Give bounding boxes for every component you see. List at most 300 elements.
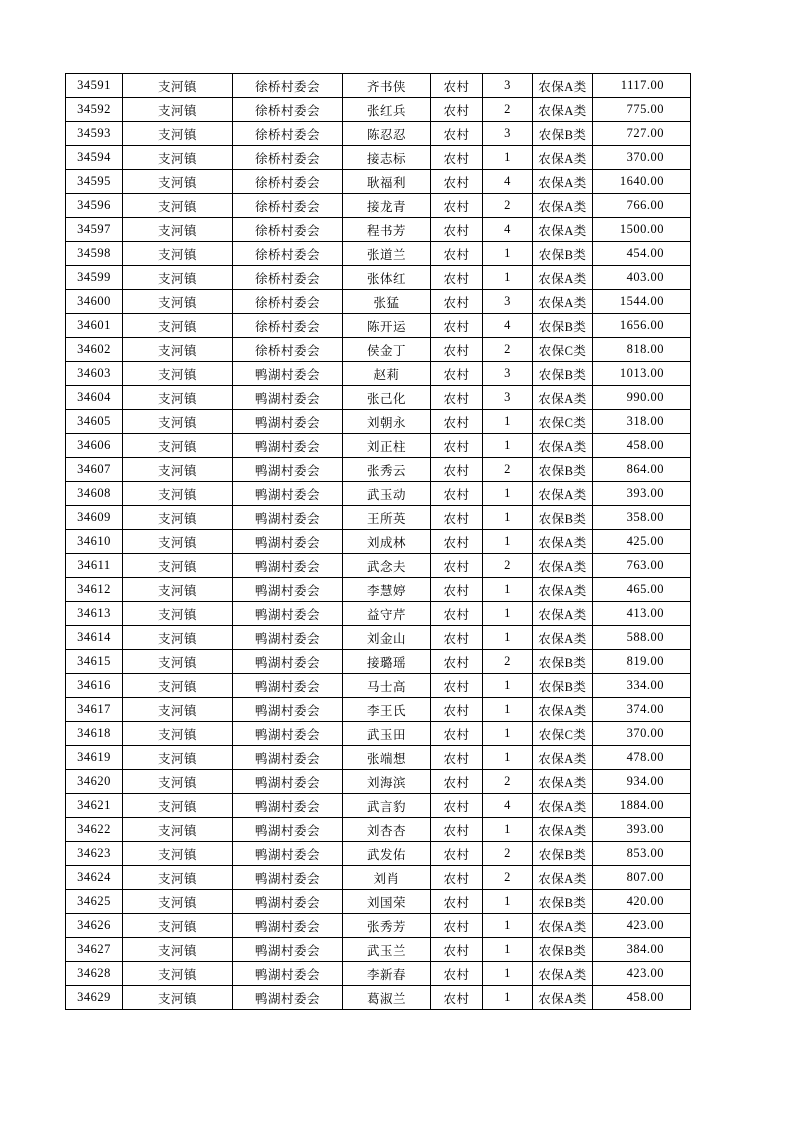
cell-amount: 374.00 <box>593 698 691 722</box>
cell-village: 鸭湖村委会 <box>233 386 343 410</box>
cell-name: 刘杏杏 <box>343 818 431 842</box>
cell-category: 农保A类 <box>533 794 593 818</box>
cell-amount: 1656.00 <box>593 314 691 338</box>
table-row <box>66 410 691 434</box>
cell-town: 支河镇 <box>123 722 233 746</box>
cell-count: 3 <box>483 386 533 410</box>
cell-count: 1 <box>483 602 533 626</box>
cell-id: 34625 <box>66 890 123 914</box>
table-row <box>66 194 691 218</box>
cell-category: 农保A类 <box>533 962 593 986</box>
cell-town: 支河镇 <box>123 794 233 818</box>
cell-count: 1 <box>483 266 533 290</box>
cell-town: 支河镇 <box>123 170 233 194</box>
cell-name: 武念夫 <box>343 554 431 578</box>
cell-town: 支河镇 <box>123 986 233 1010</box>
cell-village: 鸭湖村委会 <box>233 698 343 722</box>
cell-name: 齐书侠 <box>343 74 431 98</box>
cell-type: 农村 <box>431 842 483 866</box>
cell-amount: 393.00 <box>593 482 691 506</box>
cell-type: 农村 <box>431 986 483 1010</box>
cell-name: 刘成林 <box>343 530 431 554</box>
cell-id: 34620 <box>66 770 123 794</box>
cell-type: 农村 <box>431 938 483 962</box>
cell-id: 34610 <box>66 530 123 554</box>
cell-category: 农保A类 <box>533 98 593 122</box>
cell-village: 徐桥村委会 <box>233 98 343 122</box>
cell-town: 支河镇 <box>123 194 233 218</box>
cell-id: 34606 <box>66 434 123 458</box>
cell-town: 支河镇 <box>123 242 233 266</box>
cell-type: 农村 <box>431 914 483 938</box>
cell-name: 武玉兰 <box>343 938 431 962</box>
table-row <box>66 98 691 122</box>
cell-id: 34593 <box>66 122 123 146</box>
cell-name: 刘正柱 <box>343 434 431 458</box>
cell-amount: 1884.00 <box>593 794 691 818</box>
cell-category: 农保A类 <box>533 866 593 890</box>
cell-town: 支河镇 <box>123 698 233 722</box>
cell-town: 支河镇 <box>123 506 233 530</box>
cell-town: 支河镇 <box>123 626 233 650</box>
cell-village: 鸭湖村委会 <box>233 626 343 650</box>
cell-count: 1 <box>483 986 533 1010</box>
cell-type: 农村 <box>431 218 483 242</box>
cell-amount: 423.00 <box>593 914 691 938</box>
cell-type: 农村 <box>431 866 483 890</box>
cell-village: 徐桥村委会 <box>233 122 343 146</box>
cell-count: 1 <box>483 506 533 530</box>
cell-id: 34613 <box>66 602 123 626</box>
table-row <box>66 986 691 1010</box>
cell-name: 武玉动 <box>343 482 431 506</box>
cell-count: 2 <box>483 194 533 218</box>
cell-town: 支河镇 <box>123 746 233 770</box>
cell-count: 3 <box>483 290 533 314</box>
cell-name: 刘金山 <box>343 626 431 650</box>
cell-id: 34599 <box>66 266 123 290</box>
cell-name: 接志标 <box>343 146 431 170</box>
cell-id: 34615 <box>66 650 123 674</box>
cell-count: 1 <box>483 530 533 554</box>
cell-category: 农保A类 <box>533 386 593 410</box>
cell-id: 34595 <box>66 170 123 194</box>
cell-village: 鸭湖村委会 <box>233 746 343 770</box>
cell-village: 鸭湖村委会 <box>233 842 343 866</box>
cell-name: 马士高 <box>343 674 431 698</box>
cell-count: 1 <box>483 146 533 170</box>
cell-name: 耿福利 <box>343 170 431 194</box>
cell-village: 鸭湖村委会 <box>233 602 343 626</box>
cell-count: 1 <box>483 698 533 722</box>
table-row <box>66 866 691 890</box>
cell-amount: 818.00 <box>593 338 691 362</box>
cell-amount: 1117.00 <box>593 74 691 98</box>
table-row <box>66 314 691 338</box>
cell-town: 支河镇 <box>123 386 233 410</box>
table-row <box>66 674 691 698</box>
cell-amount: 1500.00 <box>593 218 691 242</box>
cell-town: 支河镇 <box>123 434 233 458</box>
cell-id: 34594 <box>66 146 123 170</box>
cell-amount: 423.00 <box>593 962 691 986</box>
cell-name: 赵莉 <box>343 362 431 386</box>
table-row <box>66 122 691 146</box>
cell-amount: 458.00 <box>593 986 691 1010</box>
cell-count: 4 <box>483 218 533 242</box>
cell-name: 武发佑 <box>343 842 431 866</box>
cell-type: 农村 <box>431 482 483 506</box>
cell-count: 1 <box>483 242 533 266</box>
cell-village: 鸭湖村委会 <box>233 722 343 746</box>
cell-village: 徐桥村委会 <box>233 74 343 98</box>
table-row <box>66 74 691 98</box>
cell-count: 3 <box>483 122 533 146</box>
cell-type: 农村 <box>431 458 483 482</box>
table-row <box>66 602 691 626</box>
cell-name: 张猛 <box>343 290 431 314</box>
cell-town: 支河镇 <box>123 962 233 986</box>
cell-village: 徐桥村委会 <box>233 170 343 194</box>
cell-type: 农村 <box>431 98 483 122</box>
cell-town: 支河镇 <box>123 146 233 170</box>
cell-amount: 588.00 <box>593 626 691 650</box>
cell-name: 张己化 <box>343 386 431 410</box>
cell-village: 鸭湖村委会 <box>233 674 343 698</box>
table-row <box>66 386 691 410</box>
cell-type: 农村 <box>431 410 483 434</box>
cell-town: 支河镇 <box>123 122 233 146</box>
cell-name: 陈开运 <box>343 314 431 338</box>
table-row <box>66 578 691 602</box>
cell-count: 2 <box>483 458 533 482</box>
cell-amount: 1640.00 <box>593 170 691 194</box>
cell-town: 支河镇 <box>123 650 233 674</box>
cell-id: 34596 <box>66 194 123 218</box>
cell-category: 农保B类 <box>533 458 593 482</box>
cell-category: 农保A类 <box>533 530 593 554</box>
cell-id: 34624 <box>66 866 123 890</box>
cell-amount: 425.00 <box>593 530 691 554</box>
cell-category: 农保B类 <box>533 314 593 338</box>
cell-id: 34605 <box>66 410 123 434</box>
cell-count: 4 <box>483 170 533 194</box>
table-row <box>66 434 691 458</box>
cell-type: 农村 <box>431 578 483 602</box>
cell-amount: 370.00 <box>593 722 691 746</box>
cell-town: 支河镇 <box>123 818 233 842</box>
cell-town: 支河镇 <box>123 458 233 482</box>
table-row <box>66 290 691 314</box>
cell-category: 农保C类 <box>533 722 593 746</box>
cell-type: 农村 <box>431 290 483 314</box>
cell-village: 鸭湖村委会 <box>233 938 343 962</box>
cell-town: 支河镇 <box>123 770 233 794</box>
cell-type: 农村 <box>431 266 483 290</box>
cell-id: 34627 <box>66 938 123 962</box>
cell-town: 支河镇 <box>123 314 233 338</box>
cell-village: 鸭湖村委会 <box>233 458 343 482</box>
cell-amount: 334.00 <box>593 674 691 698</box>
cell-type: 农村 <box>431 338 483 362</box>
cell-count: 1 <box>483 722 533 746</box>
cell-id: 34602 <box>66 338 123 362</box>
cell-amount: 853.00 <box>593 842 691 866</box>
cell-village: 鸭湖村委会 <box>233 506 343 530</box>
cell-id: 34619 <box>66 746 123 770</box>
cell-id: 34623 <box>66 842 123 866</box>
cell-village: 鸭湖村委会 <box>233 866 343 890</box>
cell-village: 徐桥村委会 <box>233 218 343 242</box>
cell-type: 农村 <box>431 962 483 986</box>
cell-village: 鸭湖村委会 <box>233 530 343 554</box>
cell-village: 鸭湖村委会 <box>233 482 343 506</box>
cell-id: 34629 <box>66 986 123 1010</box>
cell-count: 1 <box>483 482 533 506</box>
cell-type: 农村 <box>431 698 483 722</box>
cell-id: 34601 <box>66 314 123 338</box>
cell-name: 李慧婷 <box>343 578 431 602</box>
cell-id: 34591 <box>66 74 123 98</box>
table-row <box>66 890 691 914</box>
table-row <box>66 770 691 794</box>
cell-name: 益守芹 <box>343 602 431 626</box>
cell-name: 接龙青 <box>343 194 431 218</box>
cell-name: 刘朝永 <box>343 410 431 434</box>
cell-amount: 766.00 <box>593 194 691 218</box>
cell-village: 徐桥村委会 <box>233 338 343 362</box>
cell-category: 农保A类 <box>533 602 593 626</box>
cell-type: 农村 <box>431 74 483 98</box>
cell-type: 农村 <box>431 386 483 410</box>
cell-village: 鸭湖村委会 <box>233 986 343 1010</box>
cell-category: 农保B类 <box>533 242 593 266</box>
cell-count: 4 <box>483 794 533 818</box>
cell-name: 张秀芳 <box>343 914 431 938</box>
cell-type: 农村 <box>431 170 483 194</box>
cell-type: 农村 <box>431 626 483 650</box>
cell-name: 刘国荣 <box>343 890 431 914</box>
cell-id: 34612 <box>66 578 123 602</box>
table-row <box>66 146 691 170</box>
table-row <box>66 242 691 266</box>
cell-count: 1 <box>483 578 533 602</box>
cell-type: 农村 <box>431 674 483 698</box>
cell-amount: 384.00 <box>593 938 691 962</box>
cell-id: 34626 <box>66 914 123 938</box>
cell-type: 农村 <box>431 242 483 266</box>
cell-name: 侯金丁 <box>343 338 431 362</box>
cell-category: 农保A类 <box>533 74 593 98</box>
cell-town: 支河镇 <box>123 266 233 290</box>
cell-town: 支河镇 <box>123 578 233 602</box>
cell-village: 鸭湖村委会 <box>233 794 343 818</box>
cell-amount: 318.00 <box>593 410 691 434</box>
table-row <box>66 938 691 962</box>
cell-count: 2 <box>483 866 533 890</box>
cell-category: 农保A类 <box>533 626 593 650</box>
cell-count: 1 <box>483 434 533 458</box>
cell-category: 农保B类 <box>533 122 593 146</box>
cell-name: 张红兵 <box>343 98 431 122</box>
cell-name: 张体红 <box>343 266 431 290</box>
cell-category: 农保B类 <box>533 506 593 530</box>
cell-type: 农村 <box>431 722 483 746</box>
cell-category: 农保B类 <box>533 362 593 386</box>
cell-count: 1 <box>483 914 533 938</box>
cell-town: 支河镇 <box>123 938 233 962</box>
cell-count: 1 <box>483 674 533 698</box>
cell-category: 农保A类 <box>533 434 593 458</box>
cell-category: 农保A类 <box>533 146 593 170</box>
cell-category: 农保A类 <box>533 914 593 938</box>
cell-type: 农村 <box>431 890 483 914</box>
cell-id: 34614 <box>66 626 123 650</box>
cell-id: 34604 <box>66 386 123 410</box>
cell-town: 支河镇 <box>123 74 233 98</box>
cell-village: 鸭湖村委会 <box>233 554 343 578</box>
table-row <box>66 362 691 386</box>
table-row <box>66 458 691 482</box>
cell-village: 鸭湖村委会 <box>233 890 343 914</box>
cell-amount: 478.00 <box>593 746 691 770</box>
cell-type: 农村 <box>431 602 483 626</box>
cell-village: 鸭湖村委会 <box>233 362 343 386</box>
cell-count: 1 <box>483 626 533 650</box>
cell-category: 农保A类 <box>533 698 593 722</box>
cell-type: 农村 <box>431 122 483 146</box>
cell-count: 2 <box>483 554 533 578</box>
cell-village: 鸭湖村委会 <box>233 818 343 842</box>
cell-id: 34592 <box>66 98 123 122</box>
cell-name: 刘海滨 <box>343 770 431 794</box>
cell-count: 3 <box>483 362 533 386</box>
cell-count: 2 <box>483 842 533 866</box>
cell-village: 鸭湖村委会 <box>233 578 343 602</box>
cell-town: 支河镇 <box>123 362 233 386</box>
cell-type: 农村 <box>431 506 483 530</box>
cell-amount: 420.00 <box>593 890 691 914</box>
cell-village: 鸭湖村委会 <box>233 770 343 794</box>
cell-id: 34618 <box>66 722 123 746</box>
cell-category: 农保A类 <box>533 290 593 314</box>
cell-id: 34622 <box>66 818 123 842</box>
cell-name: 张道兰 <box>343 242 431 266</box>
cell-village: 徐桥村委会 <box>233 314 343 338</box>
cell-count: 1 <box>483 938 533 962</box>
cell-amount: 990.00 <box>593 386 691 410</box>
table-body <box>66 74 691 1010</box>
cell-amount: 370.00 <box>593 146 691 170</box>
table-row <box>66 746 691 770</box>
cell-category: 农保B类 <box>533 938 593 962</box>
cell-name: 武玉田 <box>343 722 431 746</box>
cell-category: 农保B类 <box>533 650 593 674</box>
cell-amount: 775.00 <box>593 98 691 122</box>
cell-amount: 458.00 <box>593 434 691 458</box>
table-row <box>66 962 691 986</box>
cell-type: 农村 <box>431 146 483 170</box>
cell-category: 农保A类 <box>533 194 593 218</box>
cell-category: 农保A类 <box>533 746 593 770</box>
cell-id: 34600 <box>66 290 123 314</box>
cell-id: 34621 <box>66 794 123 818</box>
table-row <box>66 650 691 674</box>
cell-name: 张端想 <box>343 746 431 770</box>
cell-id: 34616 <box>66 674 123 698</box>
cell-amount: 413.00 <box>593 602 691 626</box>
cell-town: 支河镇 <box>123 338 233 362</box>
cell-town: 支河镇 <box>123 674 233 698</box>
cell-type: 农村 <box>431 434 483 458</box>
cell-village: 鸭湖村委会 <box>233 914 343 938</box>
cell-category: 农保B类 <box>533 674 593 698</box>
cell-type: 农村 <box>431 530 483 554</box>
table-row <box>66 698 691 722</box>
table-row <box>66 818 691 842</box>
cell-category: 农保C类 <box>533 338 593 362</box>
cell-category: 农保B类 <box>533 842 593 866</box>
cell-category: 农保A类 <box>533 554 593 578</box>
cell-name: 接璐瑶 <box>343 650 431 674</box>
table-row <box>66 626 691 650</box>
table-row <box>66 506 691 530</box>
cell-category: 农保A类 <box>533 266 593 290</box>
cell-town: 支河镇 <box>123 554 233 578</box>
cell-amount: 934.00 <box>593 770 691 794</box>
cell-count: 2 <box>483 338 533 362</box>
cell-amount: 864.00 <box>593 458 691 482</box>
cell-category: 农保B类 <box>533 890 593 914</box>
cell-town: 支河镇 <box>123 98 233 122</box>
cell-name: 李王氏 <box>343 698 431 722</box>
cell-type: 农村 <box>431 818 483 842</box>
cell-town: 支河镇 <box>123 482 233 506</box>
cell-name: 葛淑兰 <box>343 986 431 1010</box>
cell-town: 支河镇 <box>123 410 233 434</box>
cell-id: 34617 <box>66 698 123 722</box>
table-row <box>66 338 691 362</box>
table-row <box>66 794 691 818</box>
table-row <box>66 266 691 290</box>
cell-type: 农村 <box>431 794 483 818</box>
cell-amount: 393.00 <box>593 818 691 842</box>
table-row <box>66 554 691 578</box>
cell-id: 34598 <box>66 242 123 266</box>
cell-id: 34608 <box>66 482 123 506</box>
cell-name: 程书芳 <box>343 218 431 242</box>
table-row <box>66 530 691 554</box>
cell-id: 34628 <box>66 962 123 986</box>
cell-village: 徐桥村委会 <box>233 266 343 290</box>
cell-id: 34603 <box>66 362 123 386</box>
table-row <box>66 218 691 242</box>
cell-count: 4 <box>483 314 533 338</box>
cell-type: 农村 <box>431 650 483 674</box>
cell-count: 3 <box>483 74 533 98</box>
cell-type: 农村 <box>431 362 483 386</box>
cell-category: 农保A类 <box>533 986 593 1010</box>
cell-town: 支河镇 <box>123 218 233 242</box>
cell-amount: 727.00 <box>593 122 691 146</box>
cell-name: 李新春 <box>343 962 431 986</box>
cell-amount: 403.00 <box>593 266 691 290</box>
cell-town: 支河镇 <box>123 530 233 554</box>
cell-count: 1 <box>483 410 533 434</box>
cell-category: 农保A类 <box>533 578 593 602</box>
cell-village: 徐桥村委会 <box>233 194 343 218</box>
cell-town: 支河镇 <box>123 890 233 914</box>
